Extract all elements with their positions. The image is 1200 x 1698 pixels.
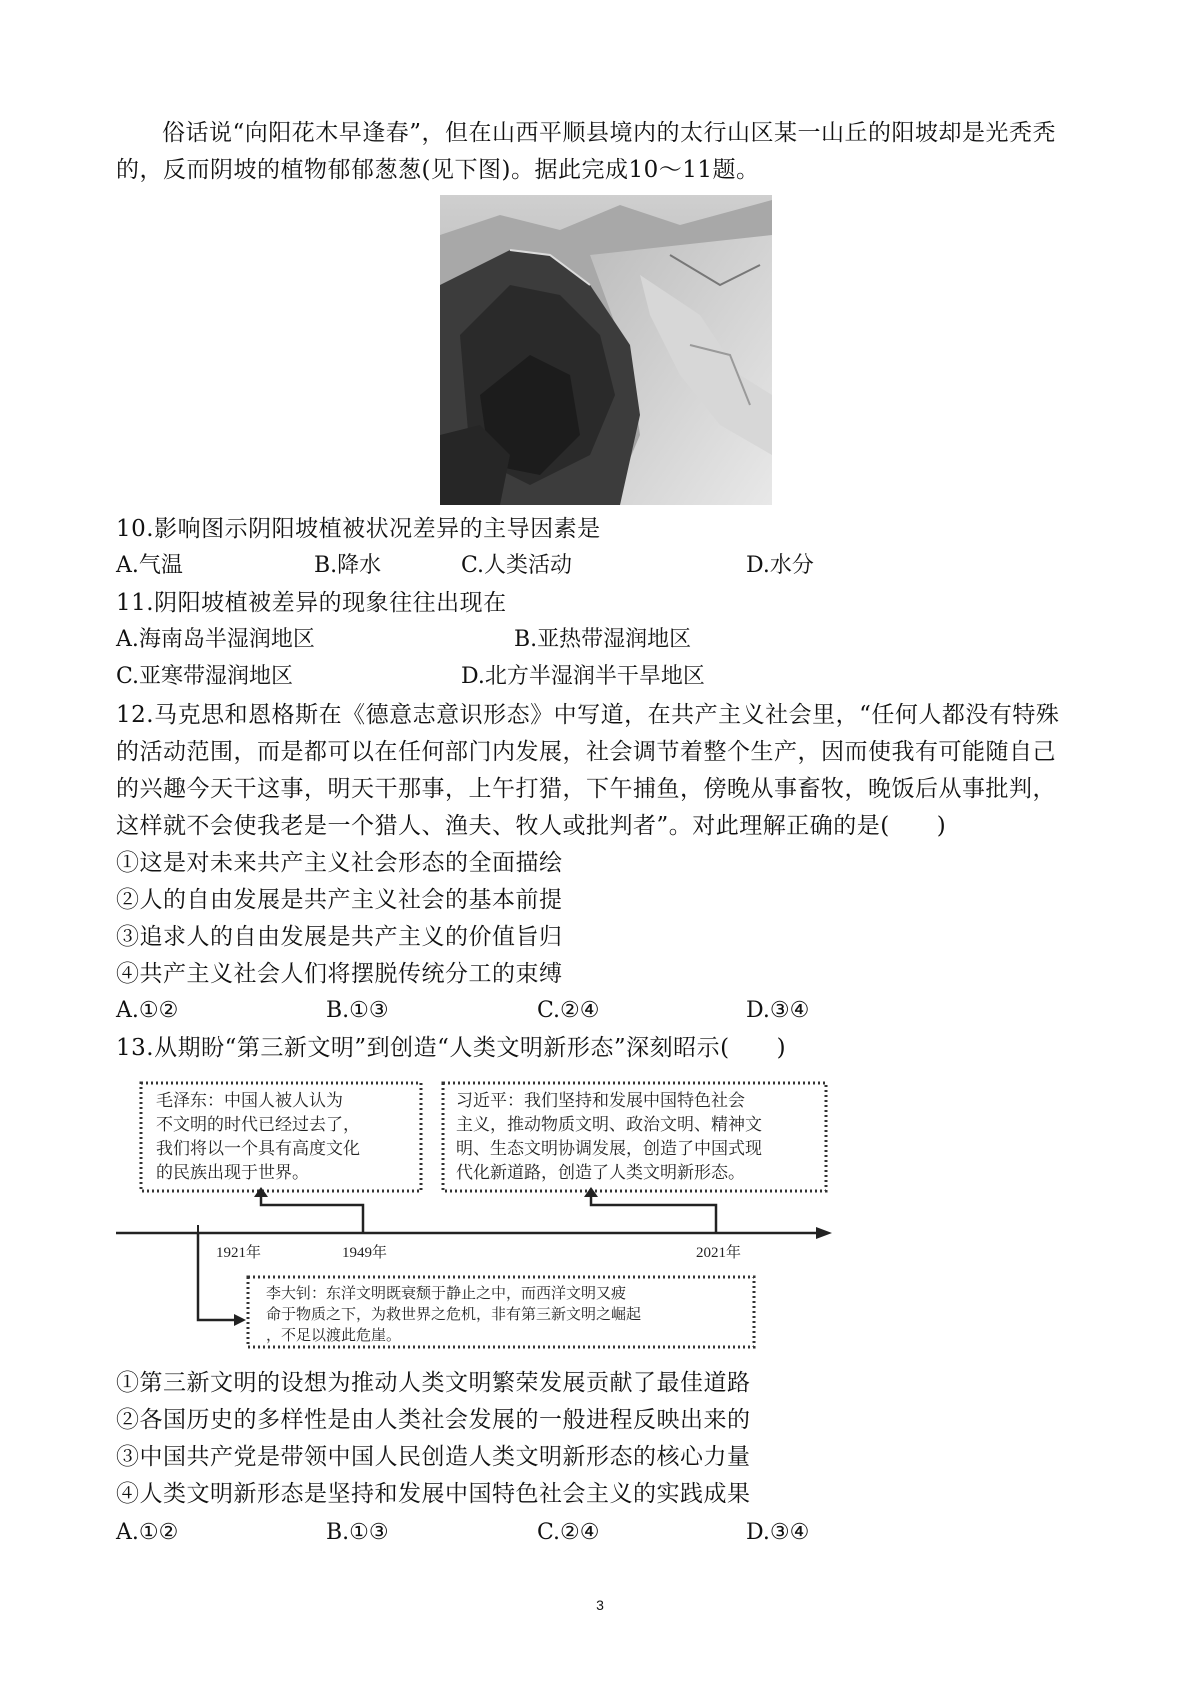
q13-statement-2: ②各国历史的多样性是由人类社会发展的一般进程反映出来的 — [116, 1407, 751, 1433]
mao-quote-line-1: 毛泽东：中国人被人认为 — [156, 1091, 343, 1111]
li-quote-line-2: 命于物质之下，为救世界之危机，非有第三新文明之崛起 — [266, 1305, 642, 1323]
q13-option-d: D.③④ — [746, 1520, 810, 1545]
q12-statement-3: ③追求人的自由发展是共产主义的价值旨归 — [116, 924, 563, 950]
q10-option-d: D.水分 — [746, 553, 814, 578]
year-label-2021: 2021年 — [696, 1245, 742, 1261]
arrow-1921-head — [234, 1314, 246, 1326]
q11-option-d: D.北方半湿润半干旱地区 — [461, 664, 705, 689]
civilization-timeline-figure — [116, 1080, 836, 1350]
q10-option-b: B.降水 — [314, 553, 382, 578]
intro-line-2: 的，反而阴坡的植物郁郁葱葱(见下图)。据此完成10～11题。 — [116, 157, 760, 183]
q11-stem: 11.阴阳坡植被差异的现象往往出现在 — [116, 590, 507, 616]
q10-option-a: A.气温 — [116, 553, 183, 578]
q13-option-b: B.①③ — [326, 1520, 389, 1545]
q12-option-b: B.①③ — [326, 998, 389, 1023]
q13-statement-3: ③中国共产党是带领中国人民创造人类文明新形态的核心力量 — [116, 1444, 751, 1470]
li-quote-line-1: 李大钊：东洋文明既衰颓于静止之中，而西洋文明又疲 — [266, 1284, 627, 1302]
q12-option-d: D.③④ — [746, 998, 810, 1023]
q12-stem-line-3: 的兴趣今天干这事，明天干那事，上午打猎，下午捕鱼，傍晚从事畜牧，晚饭后从事批判， — [116, 776, 1056, 802]
q11-option-a: A.海南岛半湿润地区 — [116, 627, 315, 652]
mountain-slope-photo — [440, 195, 772, 505]
q12-statement-1: ①这是对未来共产主义社会形态的全面描绘 — [116, 850, 563, 876]
q12-stem-line-1: 12.马克思和恩格斯在《德意志意识形态》中写道，在共产主义社会里，“任何人都没有特殊 — [116, 702, 1060, 728]
mao-quote-line-4: 的民族出现于世界。 — [156, 1163, 309, 1183]
q11-option-b: B.亚热带湿润地区 — [514, 627, 692, 652]
q13-statement-1: ①第三新文明的设想为推动人类文明繁荣发展贡献了最佳道路 — [116, 1370, 751, 1396]
year-label-1949: 1949年 — [342, 1245, 388, 1261]
q12-stem-line-2: 的活动范围，而是都可以在任何部门内发展，社会调节着整个生产，因而使我有可能随自己 — [116, 739, 1056, 765]
page-number: 3 — [596, 1597, 604, 1613]
xi-quote-line-2: 主义，推动物质文明、政治文明、精神文 — [456, 1115, 762, 1135]
q12-stem-line-4: 这样就不会使我老是一个猎人、渔夫、牧人或批判者”。对此理解正确的是( ) — [116, 813, 947, 839]
q13-option-a: A.①② — [116, 1520, 179, 1545]
q12-option-c: C.②④ — [537, 998, 600, 1023]
q13-stem: 13.从期盼“第三新文明”到创造“人类文明新形态”深刻昭示( ) — [116, 1035, 787, 1061]
q11-option-c: C.亚寒带湿润地区 — [116, 664, 294, 689]
arrow-2021-to-xi — [591, 1195, 716, 1233]
li-quote-line-3: ，不足以渡此危崖。 — [266, 1326, 402, 1344]
timeline-axis-arrowhead — [816, 1227, 832, 1239]
q12-statement-4: ④共产主义社会人们将摆脱传统分工的束缚 — [116, 961, 563, 987]
q12-option-a: A.①② — [116, 998, 179, 1023]
intro-line-1: 俗话说“向阳花木早逢春”，但在山西平顺县境内的太行山区某一山丘的阳坡却是光秃秃 — [162, 120, 1057, 146]
xi-quote-line-4: 代化新道路，创造了人类文明新形态。 — [456, 1163, 745, 1183]
q12-statement-2: ②人的自由发展是共产主义社会的基本前提 — [116, 887, 563, 913]
mao-quote-line-3: 我们将以一个具有高度文化 — [156, 1139, 360, 1159]
xi-quote-line-3: 明、生态文明协调发展，创造了中国式现 — [456, 1139, 762, 1159]
arrow-1949-to-mao — [261, 1195, 363, 1233]
year-label-1921: 1921年 — [216, 1245, 262, 1261]
xi-quote-line-1: 习近平：我们坚持和发展中国特色社会 — [456, 1091, 745, 1111]
q10-option-c: C.人类活动 — [461, 553, 573, 578]
q10-stem: 10.影响图示阴阳坡植被状况差异的主导因素是 — [116, 516, 601, 542]
q13-statement-4: ④人类文明新形态是坚持和发展中国特色社会主义的实践成果 — [116, 1481, 751, 1507]
mao-quote-line-2: 不文明的时代已经过去了， — [156, 1115, 360, 1135]
q13-option-c: C.②④ — [537, 1520, 600, 1545]
